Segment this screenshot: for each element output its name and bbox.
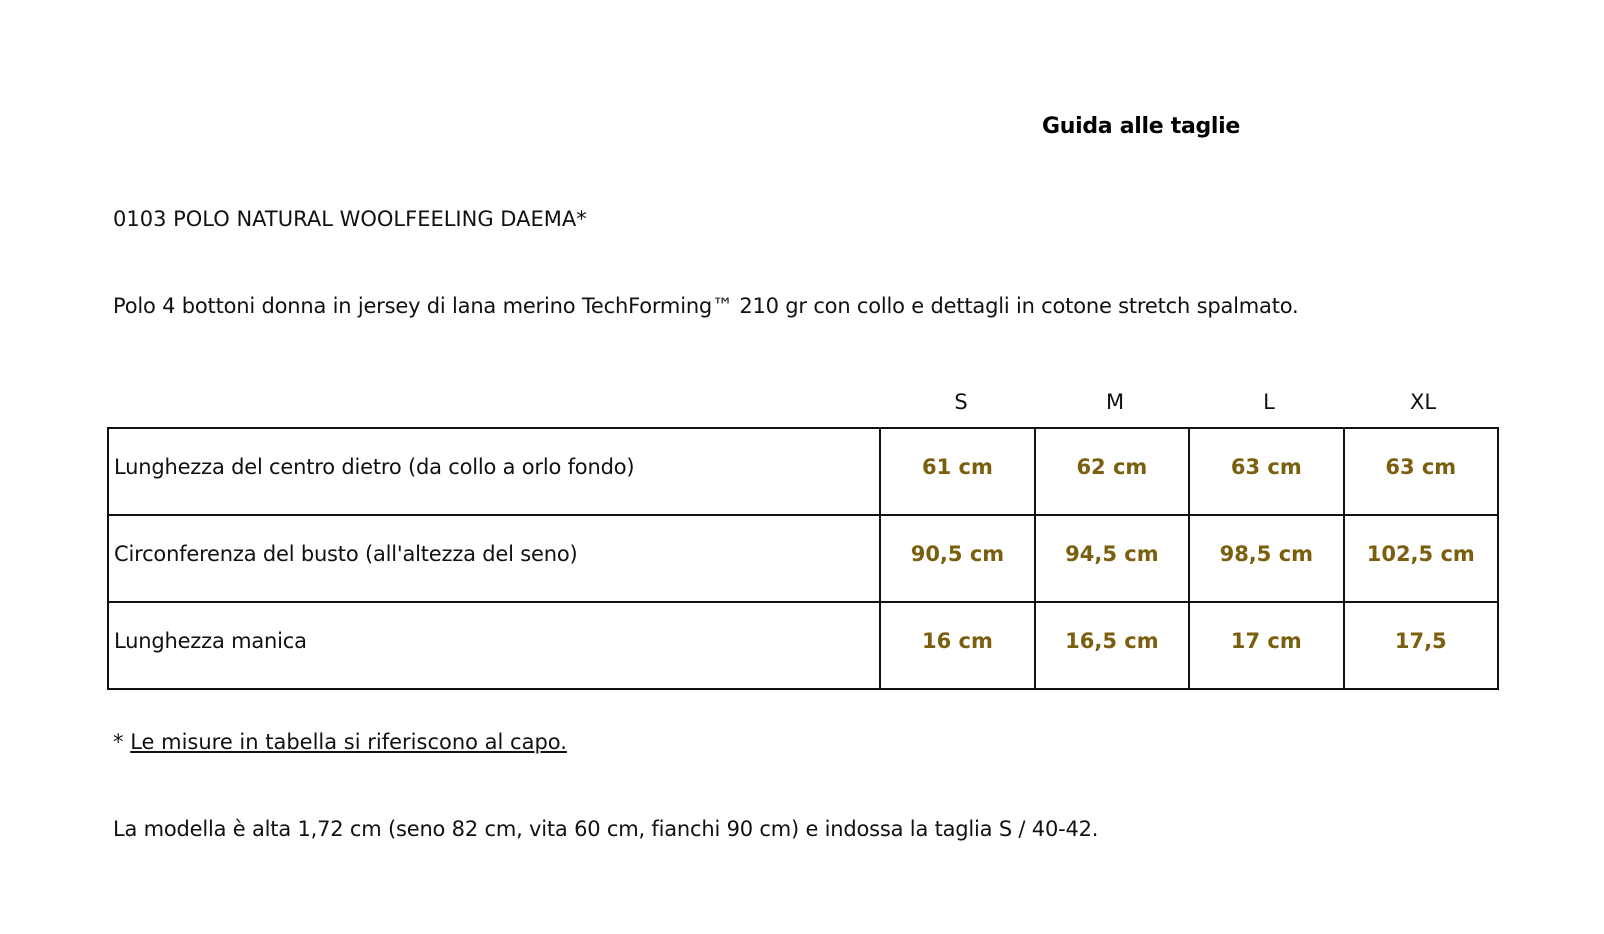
model-info: La modella è alta 1,72 cm (seno 82 cm, vita 60 cm, fianchi 90 cm) e indossa la taglia S / 40-42.	[113, 817, 1099, 841]
row-label: Lunghezza manica	[108, 602, 880, 689]
size-value: 63 cm	[1189, 428, 1343, 515]
page-title: Guida alle taglie	[1042, 114, 1241, 139]
table-row	[108, 515, 1498, 602]
size-value: 61 cm	[880, 428, 1034, 515]
size-value: 62 cm	[1035, 428, 1189, 515]
product-name: 0103 POLO NATURAL WOOLFEELING DAEMA*	[113, 207, 587, 231]
measurement-note	[113, 730, 567, 754]
size-value: 63 cm	[1344, 428, 1498, 515]
size-table	[107, 427, 1499, 690]
size-value: 94,5 cm	[1035, 515, 1189, 602]
size-value: 17,5	[1344, 602, 1498, 689]
row-label: Circonferenza del busto (all'altezza del seno)	[108, 515, 880, 602]
size-header-l: L	[1263, 390, 1275, 414]
table-row	[108, 602, 1498, 689]
size-value: 16 cm	[880, 602, 1034, 689]
size-value: 102,5 cm	[1344, 515, 1498, 602]
size-value: 17 cm	[1189, 602, 1343, 689]
size-header-xl: XL	[1409, 390, 1437, 414]
table-row	[108, 428, 1498, 515]
size-header-s: S	[954, 390, 968, 414]
size-value: 16,5 cm	[1035, 602, 1189, 689]
note-text: Le misure in tabella si riferiscono al capo.	[130, 730, 567, 754]
size-value: 90,5 cm	[880, 515, 1034, 602]
size-value: 98,5 cm	[1189, 515, 1343, 602]
note-prefix: *	[113, 730, 131, 754]
row-label: Lunghezza del centro dietro (da collo a orlo fondo)	[108, 428, 880, 515]
size-header-m: M	[1105, 390, 1125, 414]
product-description: Polo 4 bottoni donna in jersey di lana merino TechForming™ 210 gr con collo e dettagli in cotone stretch spalmato.	[113, 294, 1299, 318]
